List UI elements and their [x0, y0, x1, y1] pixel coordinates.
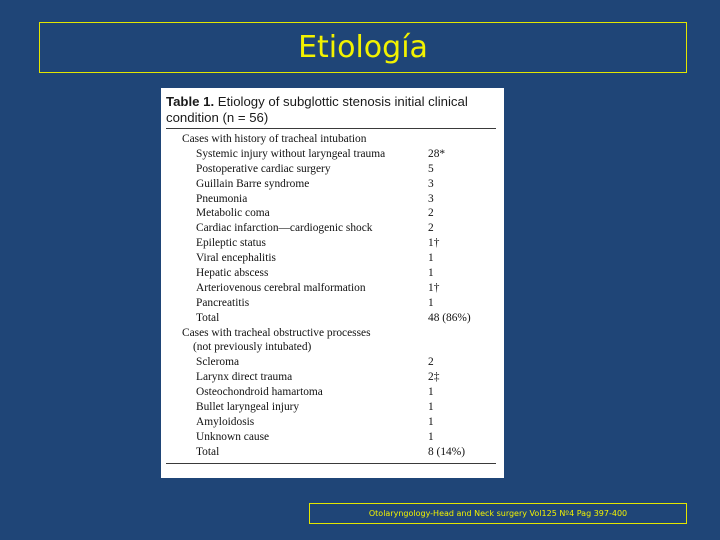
row-label: Total — [196, 311, 220, 324]
table-row — [166, 177, 496, 192]
table-row — [166, 192, 496, 207]
row-label: Total — [196, 445, 220, 458]
row-value: 48 (86%) — [428, 311, 471, 324]
table-row — [166, 147, 496, 162]
slide-title: Etiología — [298, 30, 428, 65]
table-row — [166, 326, 496, 341]
table-row — [166, 415, 496, 430]
table-row — [166, 445, 496, 460]
row-label: Cases with history of tracheal intubation — [182, 133, 367, 145]
row-label: Scleroma — [196, 356, 240, 369]
title-box — [39, 22, 687, 73]
row-label: Viral encephalitis — [196, 252, 276, 265]
table-row — [166, 311, 496, 326]
row-label: Pancreatitis — [196, 296, 250, 309]
row-value: 2 — [428, 207, 434, 220]
row-value: 1 — [428, 415, 434, 428]
row-value: 1† — [428, 237, 440, 250]
row-value: 1 — [428, 267, 434, 280]
table-row — [166, 251, 496, 266]
row-value: 3 — [428, 177, 434, 190]
table-row — [166, 281, 496, 296]
table-body — [166, 132, 496, 460]
table-row — [166, 266, 496, 281]
table-row — [166, 430, 496, 445]
row-value: 1 — [428, 430, 434, 443]
row-label: Pneumonia — [196, 192, 248, 205]
table-row — [166, 385, 496, 400]
row-label: Postoperative cardiac surgery — [196, 162, 331, 175]
table-row — [166, 355, 496, 370]
table-row — [166, 162, 496, 177]
row-value: 1 — [428, 386, 434, 399]
table-row — [166, 370, 496, 385]
table-row — [166, 236, 496, 251]
table-row — [166, 221, 496, 236]
citation-box — [309, 503, 687, 524]
row-label: Systemic injury without laryngeal trauma — [196, 147, 386, 160]
row-label: Cardiac infarction—cardiogenic shock — [196, 222, 373, 235]
row-label: Amyloidosis — [196, 415, 255, 428]
row-value: 1 — [428, 252, 434, 265]
row-label: Larynx direct trauma — [196, 371, 293, 384]
table-row — [166, 400, 496, 415]
row-label: Unknown cause — [196, 430, 270, 443]
row-value: 2 — [428, 222, 434, 235]
row-value: 1† — [428, 281, 440, 294]
table-row — [166, 340, 496, 355]
table-top-rule — [166, 128, 496, 129]
row-value: 1 — [428, 401, 434, 414]
etiology-table-image — [161, 88, 504, 478]
table-caption-text: Etiology of subglottic stenosis initial clinical condition (n = 56) — [166, 94, 468, 125]
row-label: Guillain Barre syndrome — [196, 177, 310, 190]
row-value: 2 — [428, 356, 434, 369]
table-row — [166, 132, 496, 147]
row-label: Epileptic status — [196, 237, 266, 250]
row-value: 3 — [428, 192, 434, 205]
row-value: 8 (14%) — [428, 445, 466, 458]
table-row — [166, 206, 496, 221]
row-value: 2‡ — [428, 371, 440, 384]
row-label: (not previously intubated) — [193, 341, 312, 354]
row-label: Osteochondroid hamartoma — [196, 386, 323, 399]
table-bottom-rule — [166, 463, 496, 464]
table-row — [166, 296, 496, 311]
row-label: Hepatic abscess — [196, 267, 269, 280]
row-label: Cases with tracheal obstructive processes — [182, 326, 371, 339]
row-label: Metabolic coma — [196, 207, 270, 220]
table-caption-label: Table 1. — [166, 94, 215, 109]
row-value: 1 — [428, 296, 434, 309]
row-label: Arteriovenous cerebral malformation — [196, 281, 366, 294]
row-label: Bullet laryngeal injury — [196, 401, 300, 414]
row-value: 28* — [428, 147, 446, 160]
citation-text: Otolaryngology-Head and Neck surgery Vol125 Nº4 Pag 397-400 — [368, 509, 628, 518]
table-caption — [166, 94, 496, 125]
row-value: 5 — [428, 162, 434, 175]
